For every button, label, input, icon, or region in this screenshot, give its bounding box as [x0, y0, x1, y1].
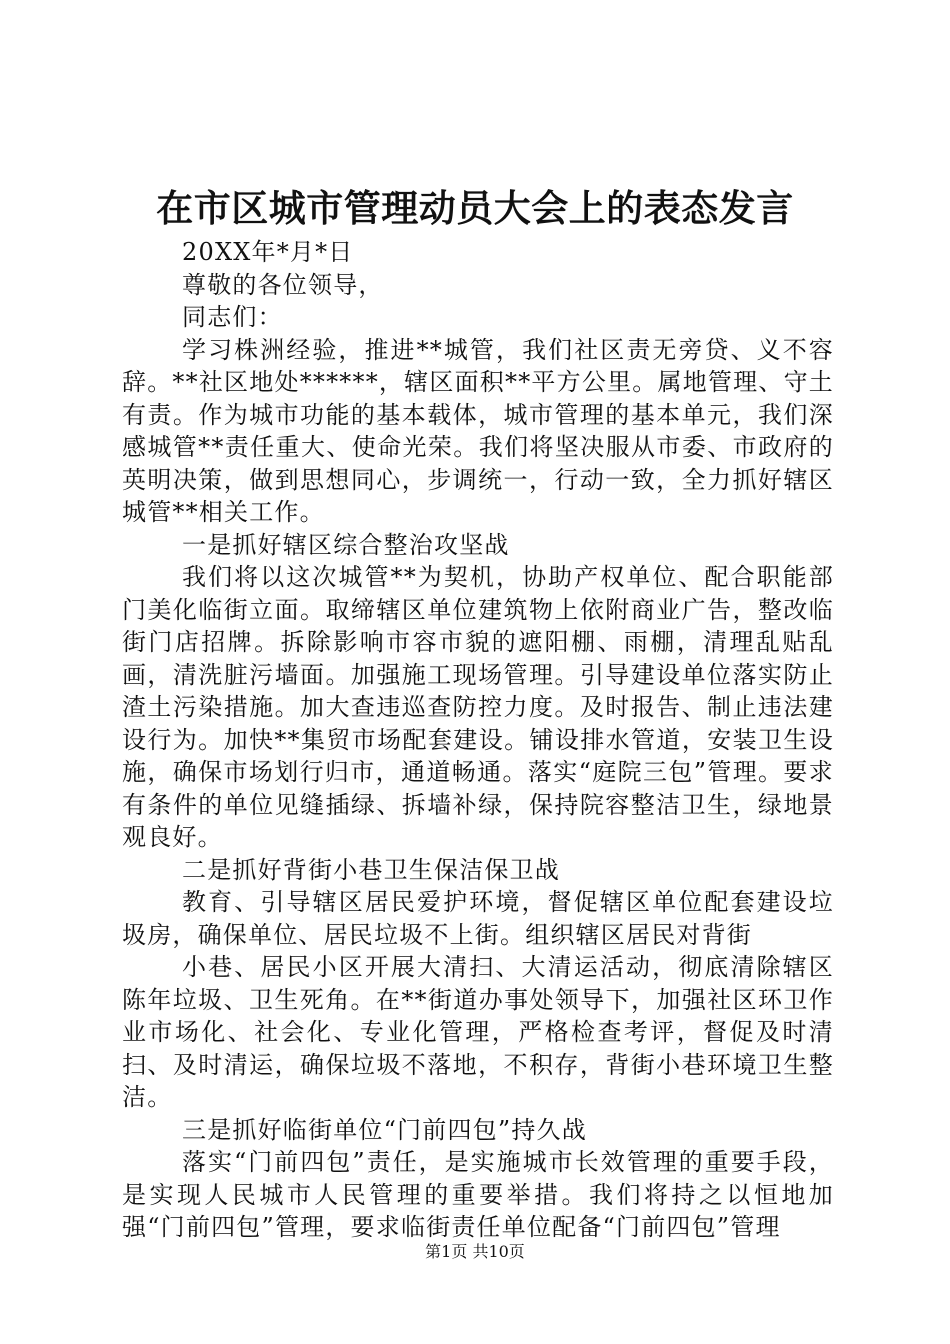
salutation-comrades: 同志们： [182, 303, 283, 331]
section-heading-2: 二是抓好背街小巷卫生保洁保卫战 [182, 855, 560, 884]
paragraph-section-1: 我们将以这次城管**为契机，协助产权单位、配合职能部门美化临街立面。取缔辖区单位建筑物上依附商业广告，整改临街门店招牌。拆除影响市容市貌的遮阳棚、雨棚，清理乱贴乱画，清洗脏污墙面。加强施工现场管理。引导建设单位落实防止渣土污染措施。加大查违巡查防控力度。及时报告、制止违法建设行为。加快**集贸市场配套建设。铺设排水管道，安装卫生设施，确保市场划行归市，通道畅通。落实“庭院三包”管理。要求有条件的单位见缝插绿、拆墙补绿，保持院容整洁卫生，绿地景观良好。 [122, 563, 834, 851]
page-number-footer: 第1页 共10页 [425, 1242, 525, 1261]
document-date: 20XX年*月*日 [182, 238, 354, 266]
salutation-leaders: 尊敬的各位领导， [182, 270, 384, 299]
paragraph-section-2a: 教育、引导辖区居民爱护环境，督促辖区单位配套建设垃圾房，确保单位、居民垃圾不上街。组织辖区居民对背街 [122, 888, 834, 949]
section-heading-3: 三是抓好临街单位“门前四包”持久战 [182, 1115, 587, 1144]
paragraph-intro: 学习株洲经验，推进**城管，我们社区责无旁贷、义不容辞。**社区地处******，辖区面积**平方公里。属地管理、守土有责。作为城市功能的基本载体，城市管理的基本单元，我们深感城管**责任重大、使命光荣。我们将坚决服从市委、市政府的英明决策，做到思想同心，步调统一，行动一致，全力抓好辖区城管**相关工作。 [122, 335, 834, 526]
paragraph-section-3: 落实“门前四包”责任，是实施城市长效管理的重要手段，是实现人民城市人民管理的重要举措。我们将持之以恒地加强“门前四包”管理，要求临街责任单位配备“门前四包”管理 [122, 1148, 834, 1241]
document-body [122, 236, 834, 1244]
section-heading-1: 一是抓好辖区综合整治攻坚战 [182, 530, 510, 559]
document-title: 在市区城市管理动员大会上的表态发言 [156, 186, 794, 230]
paragraph-section-2b: 小巷、居民小区开展大清扫、大清运活动，彻底清除辖区陈年垃圾、卫生死角。在**街道办事处领导下，加强社区环卫作业市场化、社会化、专业化管理，严格检查考评，督促及时清扫、及时清运，确保垃圾不落地，不积存，背街小巷环境卫生整洁。 [122, 953, 834, 1111]
